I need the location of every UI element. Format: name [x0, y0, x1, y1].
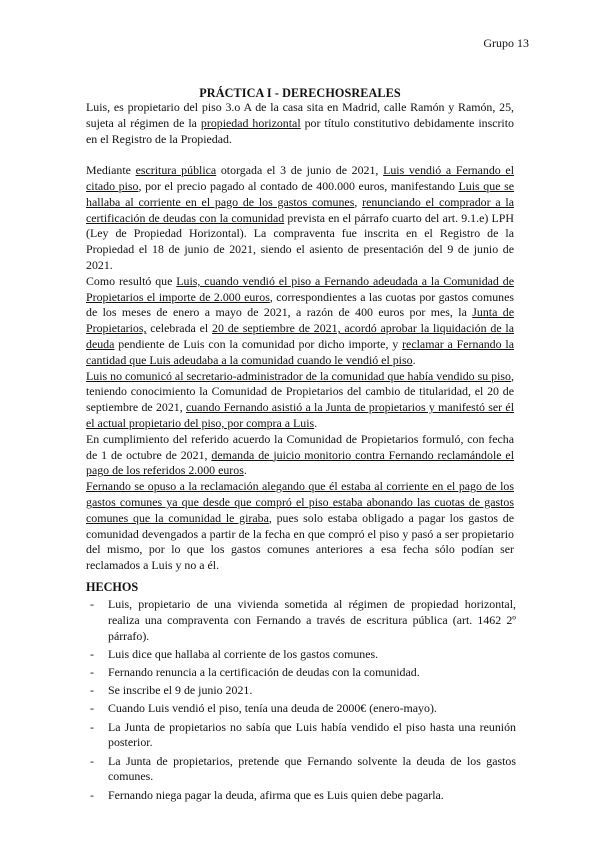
- underlined-text: renunciando el comprador a la certificación de deudas con la comunidad: [86, 194, 514, 225]
- paragraph-text: .: [243, 463, 247, 478]
- paragraph-text: , teniendo conocimiento la Comunidad de Propietarios del cambio de titularidad, el 20 de septiembre de 2021,: [86, 368, 514, 415]
- fact-text: Luis dice que hallaba al corriente de los gastos comunes.: [108, 646, 379, 661]
- bullet-dash: -: [90, 646, 94, 661]
- paragraph-text: pendiente de Luis con la comunidad por dicho importe, y: [114, 336, 403, 351]
- bullet-dash: -: [90, 664, 94, 679]
- bullet-dash: -: [90, 597, 94, 611]
- underlined-text: 20 de septiembre de 2021, acordó aprobar la liquidación de la deuda: [86, 321, 514, 351]
- underlined-text: cuando Fernando asistió a la Junta de propietarios y manifestó ser él el actual propietario del piso, por compra a Luis: [86, 400, 515, 430]
- paragraph-text: Mediante: [86, 163, 136, 178]
- underlined-text: Luis vendió a Fernando el citado piso: [86, 163, 514, 193]
- bullet-dash: -: [90, 787, 94, 802]
- paragraph-text: , pues solo estaba obligado a pagar los gastos de comunidad devengados a partir de la fecha en que compró el piso y pasó a ser propietario del mismo, por lo que los gastos comunes anteriores a esa fecha sólo podían ser reclamados a Luis y no a él.: [86, 510, 514, 573]
- underlined-text: Luis no comunicó al secretario-administrador de la comunidad que había vendido su piso: [86, 368, 512, 383]
- paragraph-text: En cumplimiento del referido acuerdo la Comunidad de Propietarios formuló, con fecha de 1 de octubre de 2021,: [86, 431, 514, 462]
- bullet-dash: -: [90, 683, 94, 698]
- paragraph-p5: [86, 432, 514, 479]
- fact-item: [86, 597, 516, 644]
- fact-text: Fernando renuncia a la certificación de deudas con la comunidad.: [108, 664, 420, 679]
- fact-text: Fernando niega pagar la deuda, afirma que es Luis quien debe pagarla.: [108, 787, 444, 802]
- fact-item: [86, 665, 516, 681]
- fact-item: [86, 754, 516, 786]
- fact-item: [86, 647, 516, 663]
- paragraph-p2: [86, 163, 514, 274]
- document-body: [86, 100, 514, 574]
- paragraph-gap: [86, 147, 514, 163]
- paragraph-text: prevista en el párrafo cuarto del art. 9.1.e) LPH (Ley de Propiedad Horizontal). La compraventa fue inscrita en el Registro de la Propiedad el 18 de junio de 2021, siendo el asiento de presentación del 9 de junio de 2021.: [86, 210, 514, 272]
- paragraph-text: Luis, es propietario del piso 3.o A de la casa sita en Madrid, calle Ramón y Ramón, 25, sujeta al régimen de la: [86, 100, 514, 130]
- underlined-text: Fernando se opuso a la reclamación alegando que él estaba al corriente en el pago de los gastos comunes ya que desde que compró el piso estaba abonando las cuotas de gastos comunes que la comunidad le giraba: [86, 479, 514, 525]
- fact-text: La Junta de propietarios no sabía que Luis había vendido el piso hasta una reunión posterior.: [108, 719, 516, 750]
- paragraph-text: ,: [354, 194, 363, 209]
- fact-item: [86, 701, 516, 717]
- paragraph-p1: [86, 100, 514, 147]
- document-title: PRÁCTICA I - DERECHOSREALES: [199, 86, 401, 100]
- group-label: Grupo 13: [483, 36, 529, 50]
- fact-item: [86, 788, 516, 804]
- fact-text: Se inscribe el 9 de junio 2021.: [108, 683, 253, 698]
- underlined-text: Luis que se hallaba al corriente en el pago de los gastos comunes: [86, 178, 514, 209]
- paragraph-text: , correspondientes a las cuotas por gastos comunes de los meses de enero a mayo de 2021, a razón de 400 euros por mes, la: [86, 289, 514, 320]
- paragraph-text: otorgada el 3 de junio de 2021,: [216, 163, 384, 178]
- underlined-text: propiedad horizontal: [200, 115, 301, 130]
- underlined-text: escritura pública: [135, 163, 217, 178]
- underlined-text: demanda de juicio monitorio contra Fernando reclamándole el pago de los referidos 2.000 euros: [86, 447, 515, 478]
- bullet-dash: -: [90, 719, 94, 734]
- bullet-dash: -: [90, 701, 94, 716]
- paragraph-p6: [86, 479, 514, 574]
- fact-text: Cuando Luis vendió el piso, tenía una deuda de 2000€ (enero-mayo).: [108, 701, 437, 716]
- fact-text: Luis, propietario de una vivienda sometida al régimen de propiedad horizontal, realiza una compraventa con Fernando a través de escritura pública (art. 1462 2º párrafo).: [108, 597, 516, 643]
- bullet-dash: -: [90, 753, 94, 768]
- facts-list: [86, 597, 516, 806]
- paragraph-text: por título constitutivo debidamente inscrito en el Registro de la Propiedad.: [86, 115, 514, 146]
- paragraph-text: .: [314, 415, 318, 430]
- paragraph-text: Como resultó que: [86, 273, 177, 288]
- paragraph-text: .: [412, 352, 416, 367]
- paragraph-p3: [86, 274, 514, 369]
- facts-heading: HECHOS: [86, 580, 139, 594]
- paragraph-text: celebrada el: [146, 321, 213, 336]
- fact-text: La Junta de propietarios, pretende que Fernando solvente la deuda de los gastos comunes.: [108, 753, 516, 784]
- paragraph-text: , por el precio pagado al contado de 400.000 euros, manifestando: [138, 178, 459, 193]
- underlined-text: Junta de Propietarios,: [86, 305, 514, 336]
- paragraph-p4: [86, 369, 514, 432]
- fact-item: [86, 720, 516, 752]
- underlined-text: reclamar a Fernando la cantidad que Luis adeudaba a la comunidad cuando le vendió el piso: [86, 336, 514, 367]
- underlined-text: Luis, cuando vendió el piso a Fernando adeudada a la Comunidad de Propietarios el importe de 2.000 euros: [86, 273, 514, 304]
- fact-item: [86, 683, 516, 699]
